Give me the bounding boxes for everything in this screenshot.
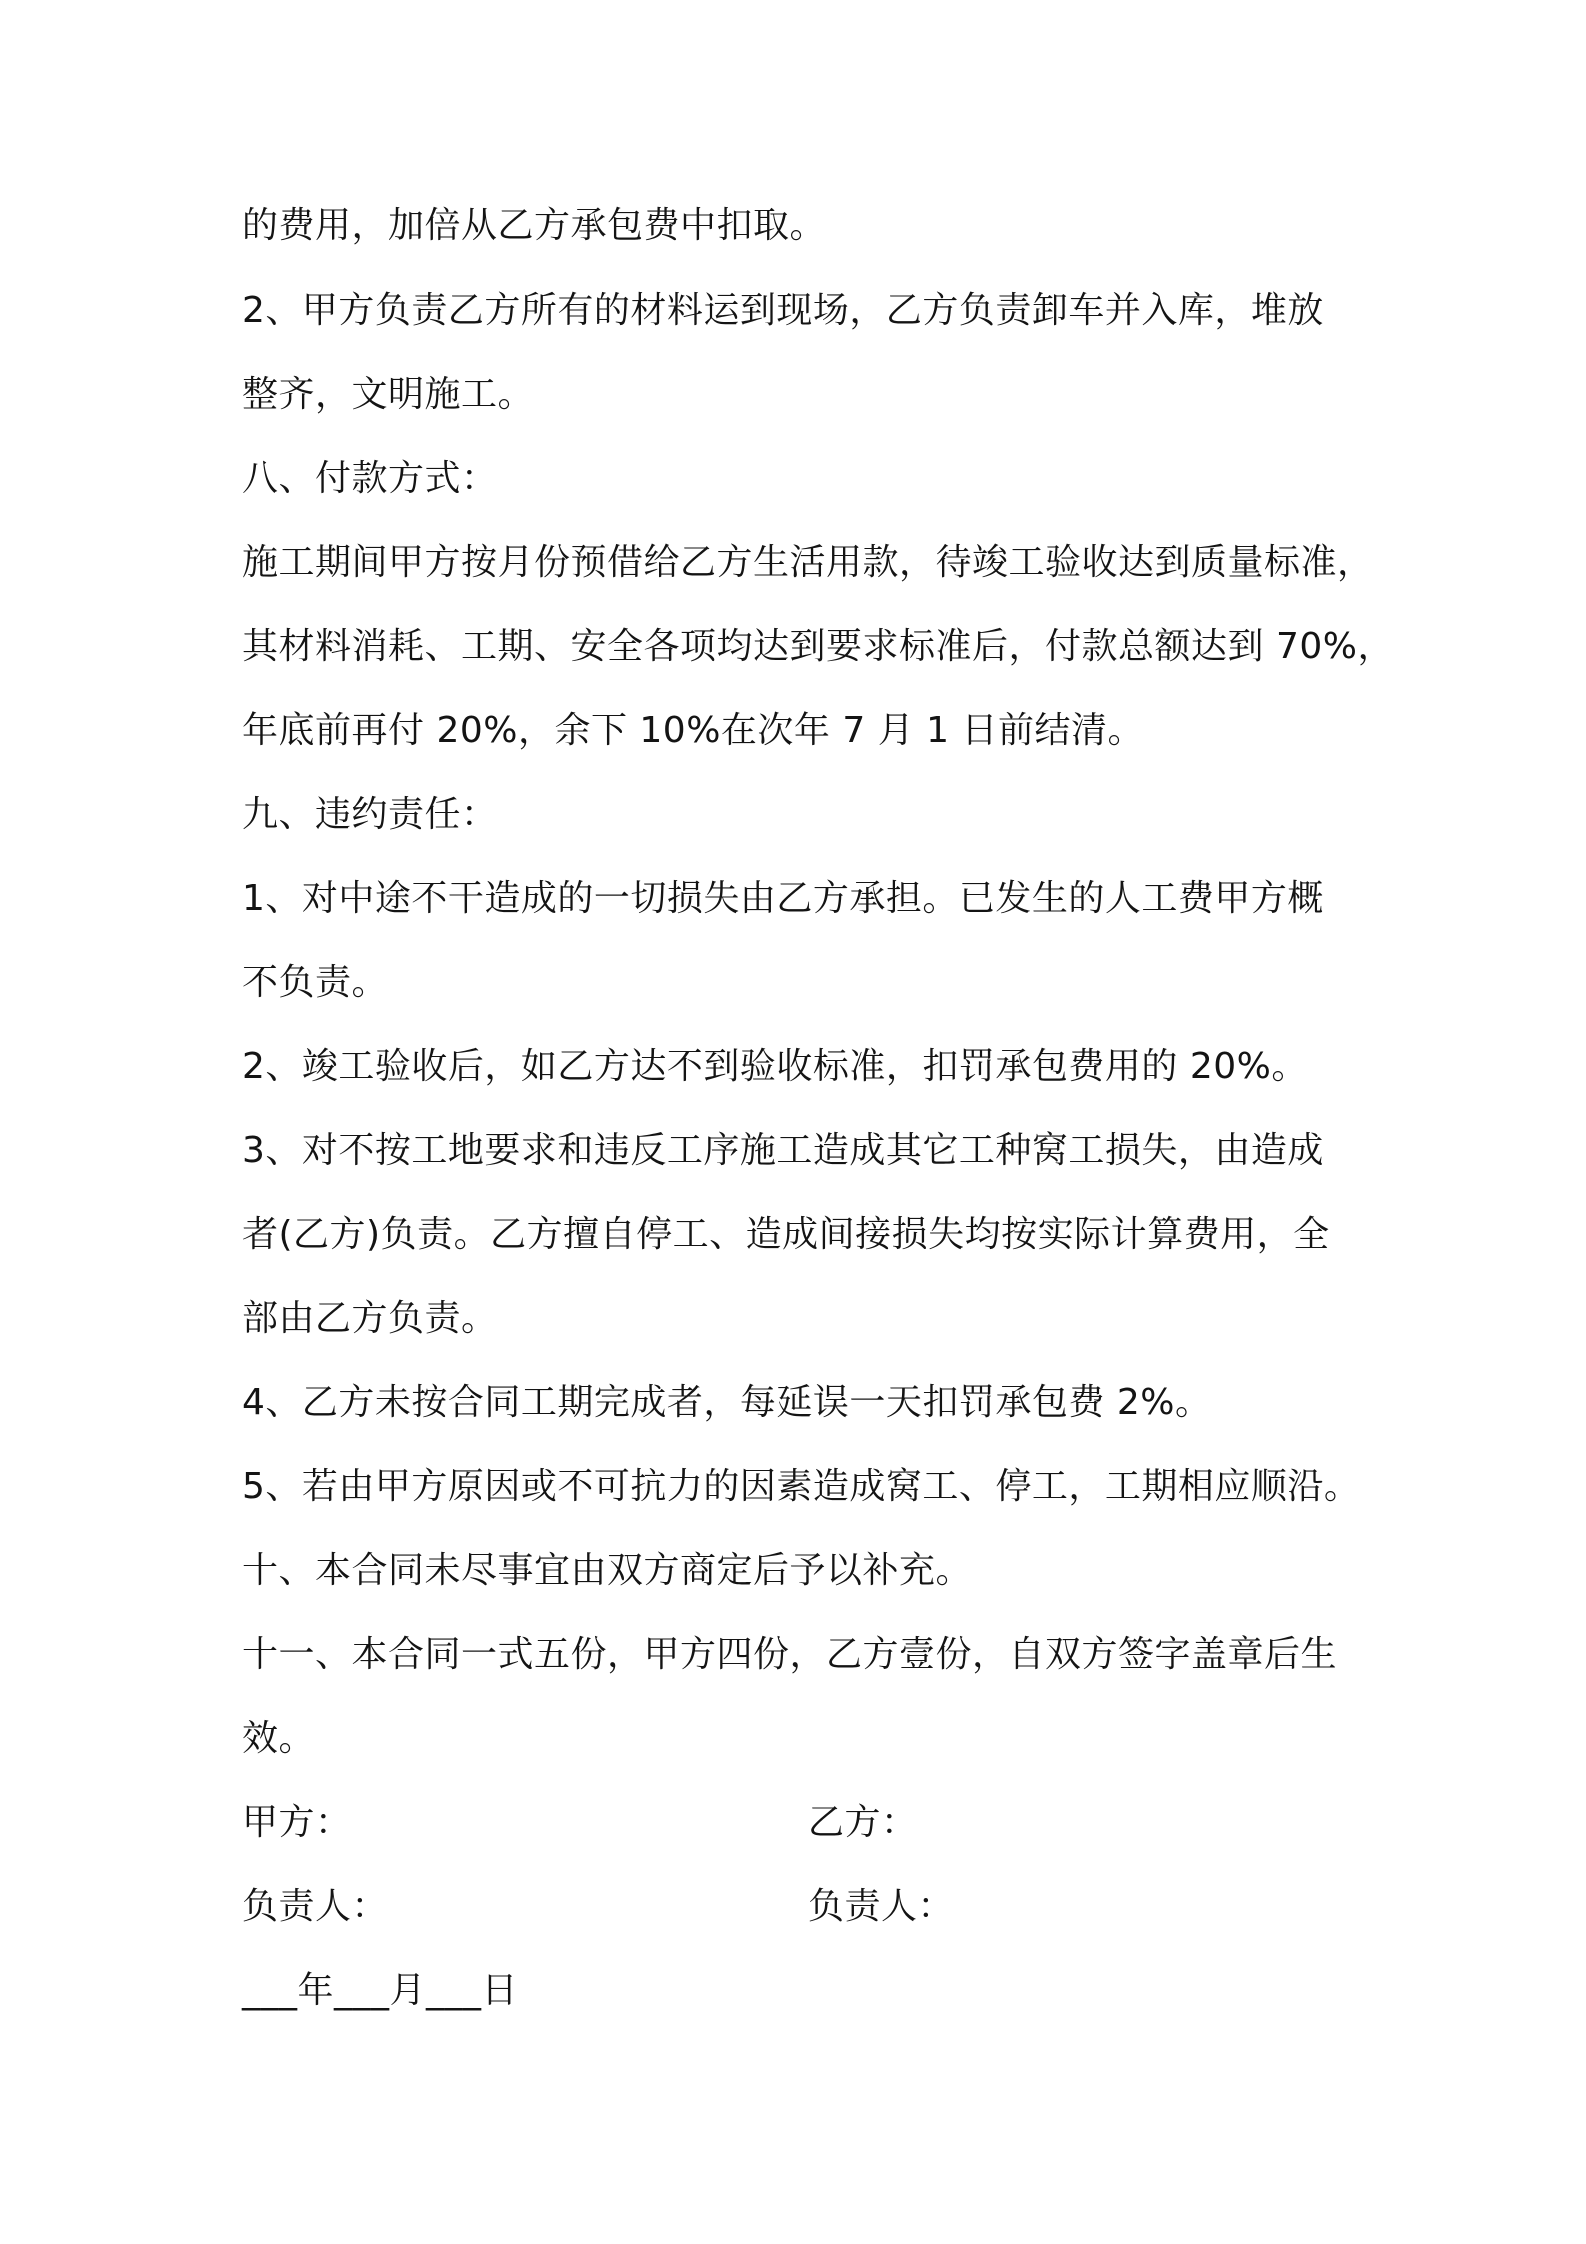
liability-5-line: 5、若由甲方原因或不可抗力的因素造成窝工、停工，工期相应顺沿。	[242, 1466, 1361, 1507]
liability-2-line: 2、竣工验收后，如乙方达不到验收标准，扣罚承包费用的 20%。	[242, 1046, 1308, 1087]
section-8-heading: 八、付款方式：	[242, 458, 498, 499]
responsible-b-label: 负责人：	[808, 1886, 955, 1927]
section-11-line-1: 十一、本合同一式五份，甲方四份，乙方壹份，自双方签字盖章后生	[242, 1634, 1338, 1675]
responsible-a-label: 负责人：	[242, 1886, 389, 1927]
liability-1-line-2: 不负责。	[242, 962, 389, 1003]
paragraph-line: 的费用，加倍从乙方承包费中扣取。	[242, 205, 827, 246]
payment-line-2: 其材料消耗、工期、安全各项均达到要求标准后，付款总额达到 70%，	[242, 626, 1394, 667]
section-11-line-2: 效。	[242, 1718, 316, 1759]
liability-3-line-2: 者(乙方)负责。乙方擅自停工、造成间接损失均按实际计算费用，全	[242, 1214, 1330, 1255]
liability-1-line-1: 1、对中途不干造成的一切损失由乙方承担。已发生的人工费甲方概	[242, 878, 1324, 919]
payment-line-1: 施工期间甲方按月份预借给乙方生活用款，待竣工验收达到质量标准，	[242, 542, 1374, 583]
clause-2-line-2: 整齐，文明施工。	[242, 374, 535, 415]
section-10-line: 十、本合同未尽事宜由双方商定后予以补充。	[242, 1550, 973, 1591]
liability-3-line-1: 3、对不按工地要求和违反工序施工造成其它工种窝工损失，由造成	[242, 1130, 1324, 1171]
section-9-heading: 九、违约责任：	[242, 794, 498, 835]
party-b-label: 乙方：	[808, 1802, 918, 1843]
liability-4-line: 4、乙方未按合同工期完成者，每延误一天扣罚承包费 2%。	[242, 1382, 1212, 1423]
liability-3-line-3: 部由乙方负责。	[242, 1298, 498, 1339]
date-line: ___年___月___日	[242, 1970, 519, 2011]
payment-line-3: 年底前再付 20%，余下 10%在次年 7 月 1 日前结清。	[242, 710, 1145, 751]
party-a-label: 甲方：	[242, 1802, 352, 1843]
clause-2-line-1: 2、甲方负责乙方所有的材料运到现场，乙方负责卸车并入库，堆放	[242, 290, 1324, 331]
